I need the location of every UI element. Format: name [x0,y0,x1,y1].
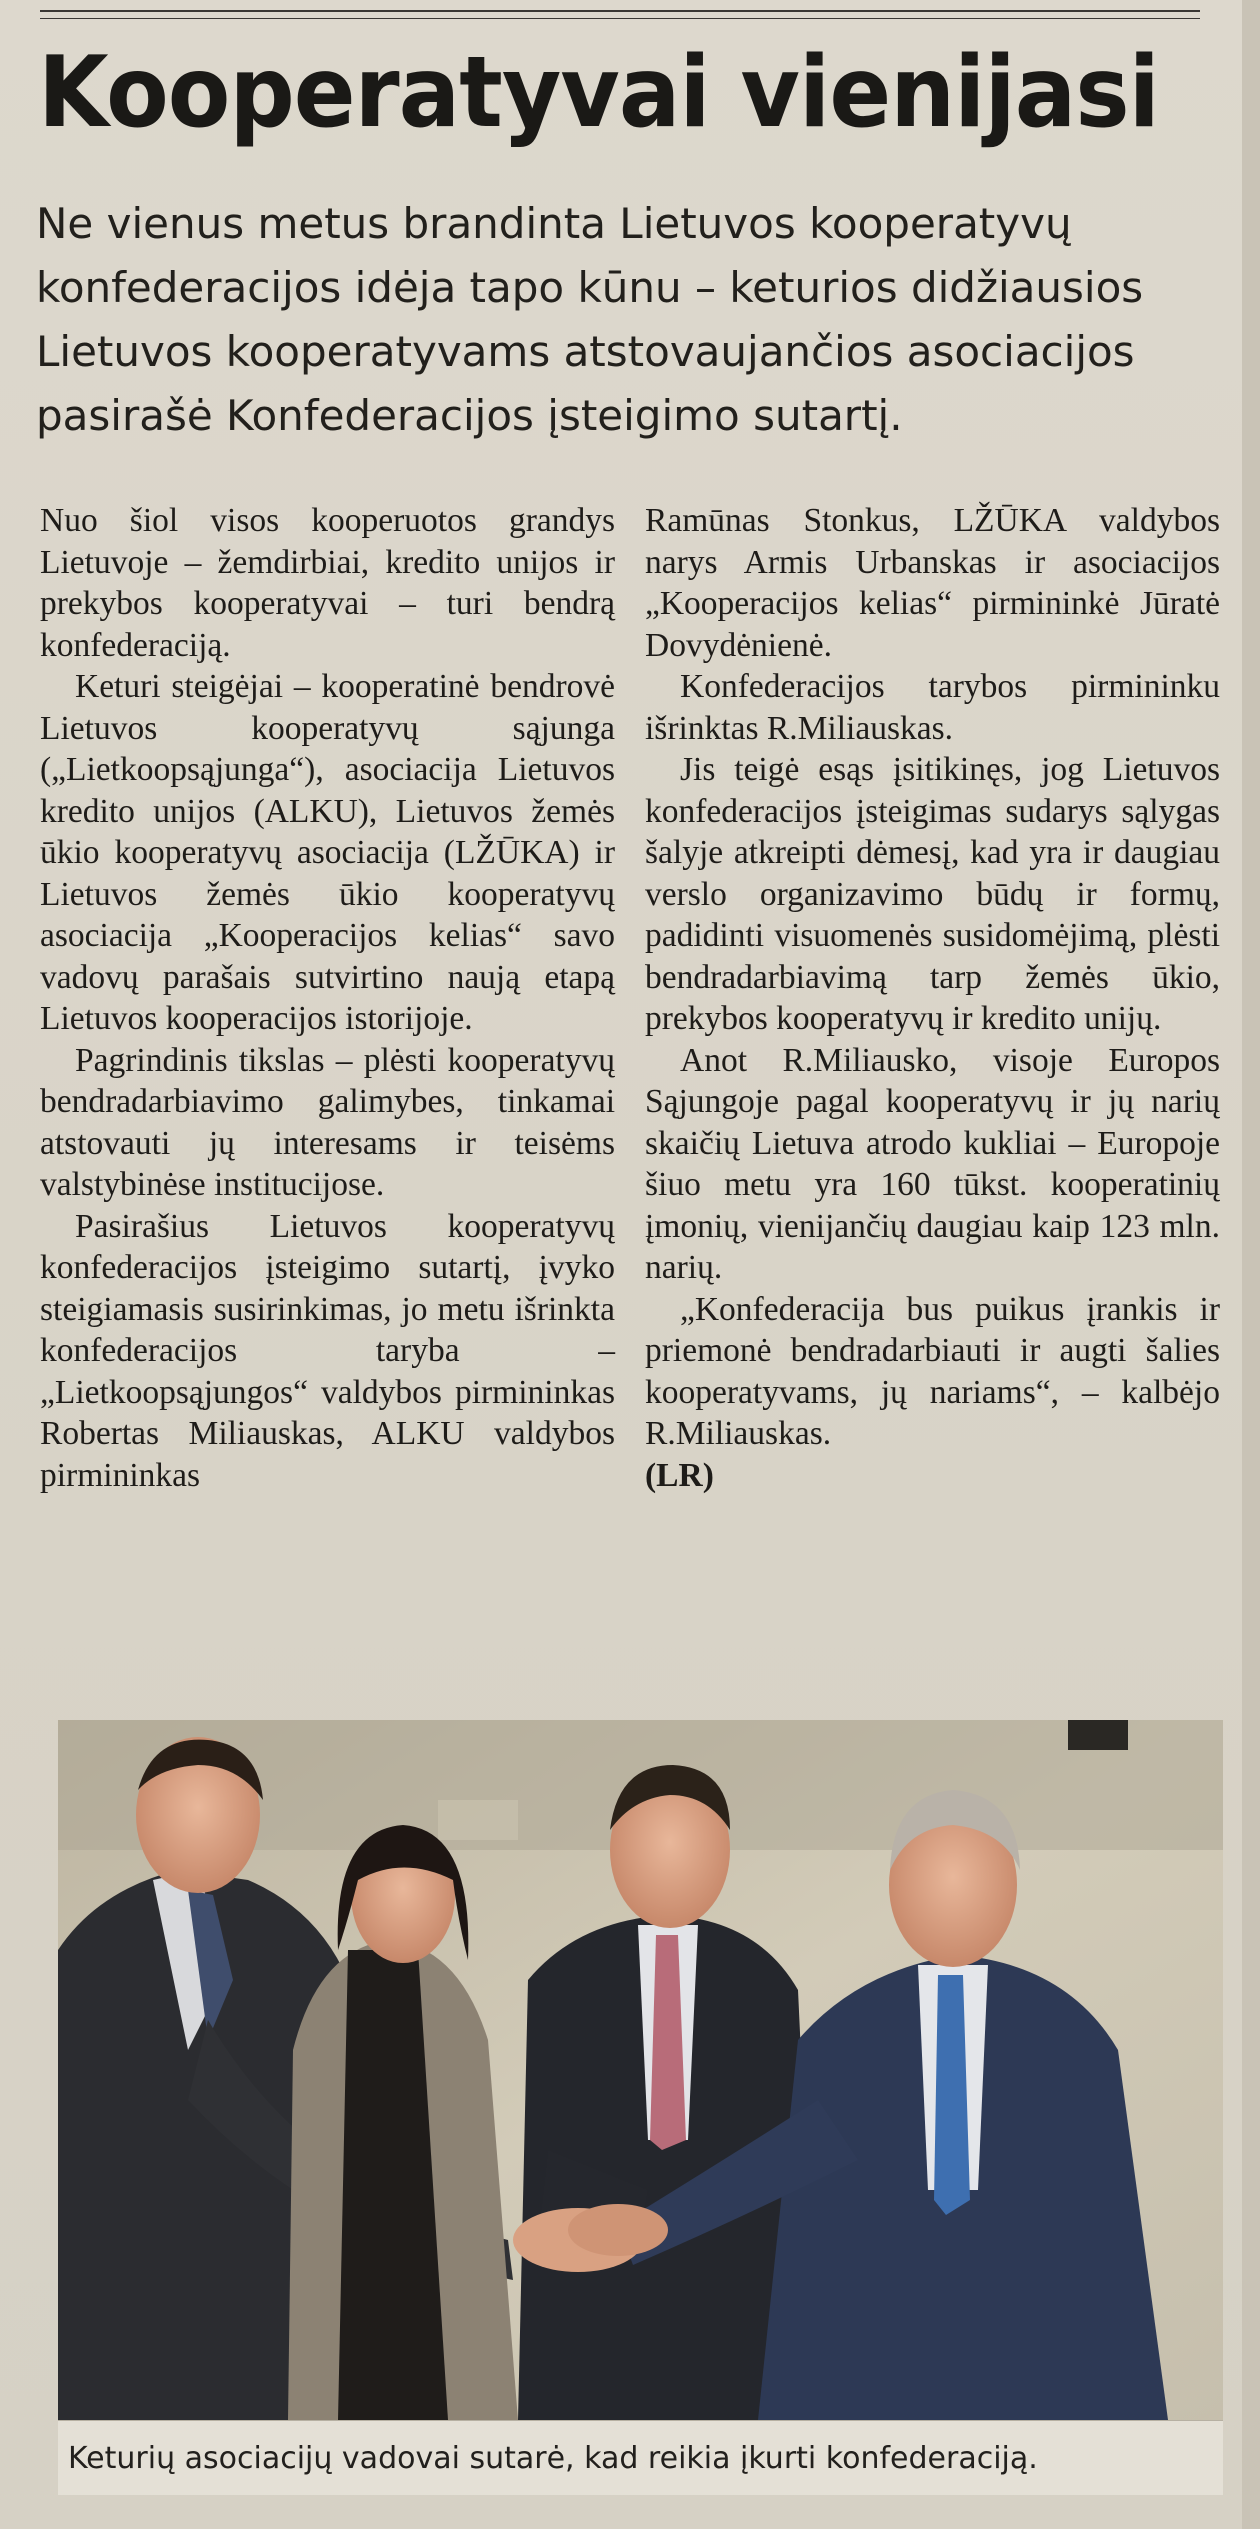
column-left [40,500,615,1496]
paragraph-2: Keturi steigėjai – kooperatinė bendrovė Lietuvos kooperatyvų sąjunga („Lietkoopsąjunga“), asociacija Lietuvos kredito unijos (ALKU), Lietuvos žemės ūkio kooperatyvų asociacija (LŽŪKA) ir Lietuvos žemės ūkio kooperatyvų asociacija „Kooperacijos kelias“ savo vadovų parašais sutvirtino naują etapą Lietuvos kooperacijos istorijoje. [40,668,615,1037]
headline: Kooperatyvai vienijasi [38,36,1159,150]
author-signature: (LR) [645,1456,714,1494]
paragraph-3: Pagrindinis tikslas – plėsti kooperatyvų bendradarbiavimo galimybes, tinkamai atstovauti jų interesams ir teisėms valstybinėse institucijose. [40,1041,615,1203]
paragraph-5: Ramūnas Stonkus, LŽŪKA valdybos narys Armis Urbanskas ir asociacijos „Kooperacijos kelias“ pirmininkė Jūratė Dovydėnienė. [645,502,1220,664]
paragraph-8: Anot R.Miliausko, visoje Europos Sąjungoje pagal kooperatyvų ir jų narių skaičių Lietuva atrodo kukliai – Europoje šiuo metu yra 160 tūkst. kooperatinių įmonių, vienijančių daugiau kaip 123 mln. narių. [645,1041,1220,1286]
article-photo [58,1720,1223,2420]
top-rule-thin [40,18,1200,19]
paragraph-1: Nuo šiol visos kooperuotos grandys Lietuvoje – žemdirbiai, kredito unijos ir prekybos kooperatyvai – turi bendrą konfederaciją. [40,502,615,664]
paragraph-9: „Konfederacija bus puikus įrankis ir priemonė bendradarbiauti ir augti šalies kooperatyvams, jų nariams“, – kalbėjo R.Miliauskas. [645,1290,1220,1452]
photo-caption: Keturių asociacijų vadovai sutarė, kad reikia įkurti konfederaciją. [58,2420,1223,2495]
paragraph-7: Jis teigė esąs įsitikinęs, jog Lietuvos konfederacijos įsteigimas sudarys sąlygas šalyje atkreipti dėmesį, kad yra ir daugiau verslo organizavimo būdų ir formų, padidinti visuomenės susidomėjimą, plėsti bendradarbiavimą tarp žemės ūkio, prekybos kooperatyvų ir kredito unijų. [645,751,1220,1037]
lead-paragraph: Ne vienus metus brandinta Lietuvos kooperatyvų konfederacijos idėja tapo kūnu – keturios didžiausios Lietuvos kooperatyvams atstovaujančios asociacijos pasirašė Konfederacijos įsteigimo sutartį. [36,199,1144,440]
column-right [645,500,1220,1496]
paragraph-4: Pasirašius Lietuvos kooperatyvų konfederacijos įsteigimo sutartį, įvyko steigiamasis susirinkimas, jo metu išrinkta konfederacijos taryba – „Lietkoopsąjungos“ valdybos pirmininkas Robertas Miliauskas, ALKU valdybos pirmininkas [40,1207,615,1494]
top-rule [40,10,1200,12]
paragraph-6: Konfederacijos tarybos pirmininku išrinktas R.Miliauskas. [645,668,1220,747]
page-edge [1242,0,1260,2529]
photo-illustration [58,1720,1223,2420]
